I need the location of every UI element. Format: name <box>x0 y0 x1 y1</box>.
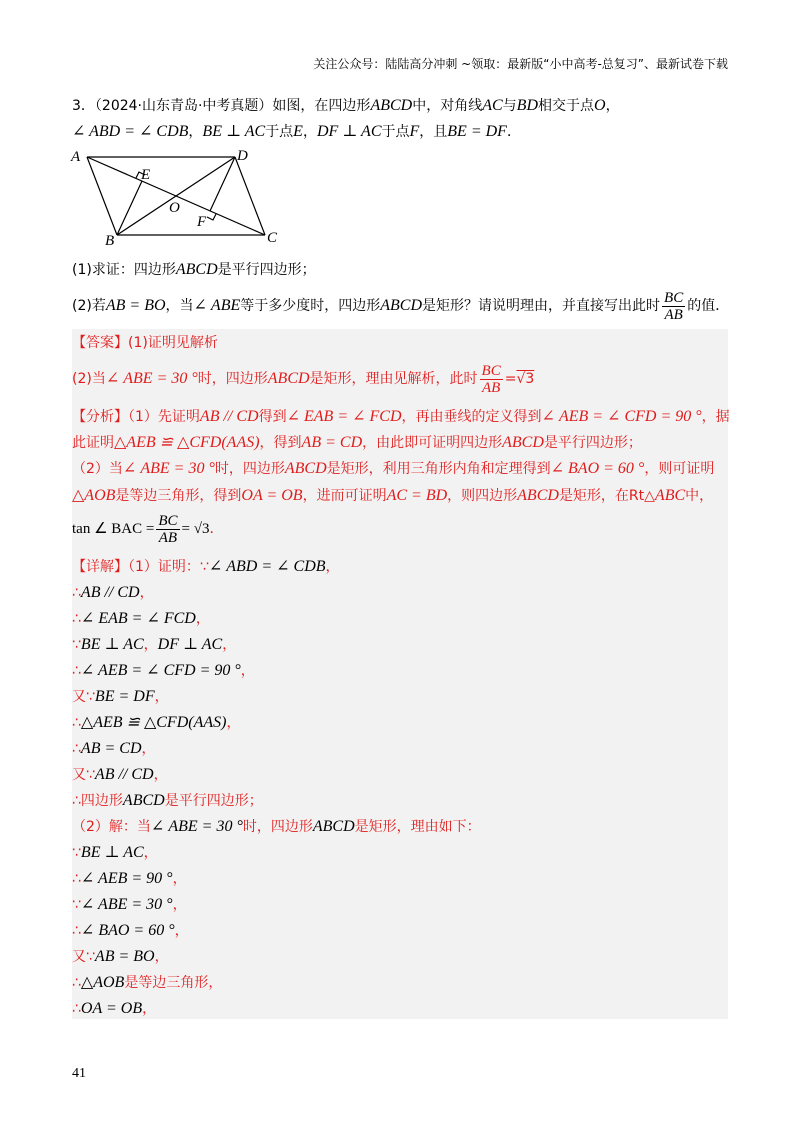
page-header: 关注公众号：陆陆高分冲刺 ~领取：最新版“小中高考-总复习”、最新试卷下载 <box>313 57 728 71</box>
detail-line-3 <box>72 609 210 629</box>
text: ，则四边形 <box>447 488 518 504</box>
text: 又∵ <box>72 767 95 783</box>
math: OA = OB <box>241 487 303 504</box>
label-d: D <box>237 148 248 164</box>
analysis-line-1 <box>72 407 730 427</box>
sqrt-value: √3 <box>516 371 535 387</box>
text: 是矩形，理由如下： <box>354 819 481 835</box>
denominator: AB <box>481 379 501 396</box>
text: 时，四边形 <box>242 819 313 835</box>
text: 是矩形，在Rt△ <box>558 488 655 504</box>
text: ， <box>195 611 210 627</box>
analysis-tag: 【分析】 <box>72 409 128 425</box>
math: ∠ EAB = ∠ FCD <box>286 408 402 425</box>
numerator: BC <box>158 512 178 529</box>
analysis-line-4 <box>72 486 713 506</box>
math: △AOB <box>80 974 125 991</box>
numerator: BC <box>664 289 684 306</box>
text: (1)求证：四边形 <box>72 262 176 278</box>
detail-line-13 <box>72 869 187 889</box>
math: ∠ AEB = 90 ° <box>80 870 173 887</box>
question-line-1 <box>72 95 620 117</box>
text: ∵ <box>72 845 81 861</box>
math: BD <box>516 97 538 114</box>
text: (2)当 <box>72 371 106 387</box>
text: ，当 <box>165 298 194 314</box>
analysis-line-2 <box>72 433 642 453</box>
math: ∠ ABE = 30 ° <box>150 818 243 835</box>
detail-line-11 <box>72 817 481 837</box>
text: ∵ <box>72 637 81 653</box>
text: = <box>504 371 517 387</box>
math: BE ⊥ AC <box>80 844 144 861</box>
text: 与 <box>502 98 517 114</box>
math: AB = BO <box>94 948 155 965</box>
analysis-line-3 <box>72 459 714 479</box>
text: ，得到 <box>259 435 302 451</box>
math: ABCD <box>380 297 423 314</box>
text: 中， <box>685 488 714 504</box>
math: BE ⊥ AC <box>80 636 144 653</box>
text: ， <box>143 637 158 653</box>
math: ∠ BAO = 60 ° <box>550 460 645 477</box>
math: O <box>594 97 606 114</box>
fraction-bc-ab <box>662 290 685 323</box>
parallelogram-figure <box>70 145 290 250</box>
label-b: B <box>105 233 115 249</box>
text: ∴ <box>72 975 81 991</box>
text: ． <box>209 521 224 537</box>
text: ∴ <box>72 871 81 887</box>
math: ABCD <box>517 487 559 504</box>
detail-line-18 <box>72 999 156 1019</box>
label-c: C <box>267 230 278 246</box>
text: 是等边三角形， <box>124 975 223 991</box>
text: 得到 <box>258 409 287 425</box>
math: tan ∠ BAC = <box>72 521 155 537</box>
answer-line-2 <box>72 361 534 397</box>
text: ， <box>174 923 189 939</box>
text: 于点 <box>381 124 410 140</box>
fraction-bc-ab <box>156 513 179 546</box>
math: AC = BD <box>386 487 448 504</box>
detail-line-2 <box>72 583 154 603</box>
fraction-bc-ab <box>480 363 503 396</box>
text: 又∵ <box>72 949 95 965</box>
denominator: AB <box>158 529 178 546</box>
text: （1）先证明 <box>128 409 200 425</box>
detail-line-16 <box>72 947 169 967</box>
right-angle-mark-f <box>207 214 216 220</box>
math: ∠ EAB = ∠ FCD <box>80 610 196 627</box>
text: (1)证明见解析 <box>128 335 218 351</box>
text: 3．（2024·山东青岛·中考真题）如图，在四边形 <box>72 98 371 114</box>
text: （2）解：当 <box>72 819 151 835</box>
detail-line-10 <box>72 791 263 811</box>
label-f: F <box>197 214 207 230</box>
detail-tag: 【详解】 <box>72 559 128 575</box>
answer-line-1 <box>72 333 218 353</box>
math: AB = CD <box>301 434 363 451</box>
text: 于点 <box>265 124 294 140</box>
math: △AEB ≌ △CFD(AAS) <box>80 714 227 731</box>
text: ∴ <box>72 585 81 601</box>
detail-line-9 <box>72 765 168 785</box>
text: ， <box>226 715 241 731</box>
text: ，由此即可证明四边形 <box>362 435 503 451</box>
math: ∠ ABE = 30 ° <box>105 370 198 387</box>
math: AB // CD <box>94 766 154 783</box>
text: ，再由垂线的定义得到 <box>401 409 542 425</box>
detail-line-6 <box>72 687 169 707</box>
math: ABCD <box>267 370 310 387</box>
text: 此证明 <box>72 435 114 451</box>
analysis-line-5 <box>72 511 223 547</box>
detail-line-17 <box>72 973 222 993</box>
sqrt-value: = √3 <box>181 521 210 537</box>
math: BE ⊥ AC <box>202 123 266 140</box>
math: △AEB ≌ △CFD(AAS) <box>114 434 260 451</box>
text: 是矩形，利用三角形内角和定理得到 <box>326 461 551 477</box>
math: ABC <box>654 487 686 504</box>
question-part-2 <box>72 288 729 324</box>
text: ， <box>222 637 237 653</box>
math: ABCD <box>284 460 327 477</box>
text: 是平行四边形； <box>217 262 316 278</box>
text: ， <box>188 124 203 140</box>
text: 时，四边形 <box>214 461 285 477</box>
math: ∠ AEB = ∠ CFD = 90 ° <box>80 662 241 679</box>
text: 是平行四边形； <box>543 435 642 451</box>
text: ∴ <box>72 663 81 679</box>
text: ，据 <box>701 409 730 425</box>
math: ∠ ABE <box>193 297 241 314</box>
text: 等于多少度时，四边形 <box>240 298 381 314</box>
math: ABCD <box>122 792 165 809</box>
denominator: AB <box>664 306 683 323</box>
detail-line-5 <box>72 661 255 681</box>
detail-line-14 <box>72 895 187 915</box>
math: BE = DF <box>447 123 507 140</box>
text: ∴ <box>72 715 81 731</box>
text: ， <box>142 1001 157 1017</box>
text: 又∵ <box>72 689 95 705</box>
numerator: BC <box>481 362 501 379</box>
math: ∠ ABE = 30 ° <box>122 460 215 477</box>
text: 中，对角线 <box>412 98 483 114</box>
math: △AOB <box>72 487 116 504</box>
math: DF ⊥ AC <box>157 636 223 653</box>
text: ， <box>172 897 187 913</box>
math: AB = BO <box>105 297 166 314</box>
math: ∠ ABD = ∠ CDB <box>72 123 189 140</box>
text: ， <box>143 845 158 861</box>
text: ∵ <box>72 897 81 913</box>
text: ∴ <box>72 611 81 627</box>
text: 是等边三角形，得到 <box>115 488 242 504</box>
text: (2)若 <box>72 298 106 314</box>
math: ∠ ABD = ∠ CDB <box>208 558 326 575</box>
question-part-1 <box>72 259 316 281</box>
label-a: A <box>71 149 81 165</box>
text: ， <box>141 741 156 757</box>
detail-line-7 <box>72 713 240 733</box>
math: OA = OB <box>80 1000 143 1017</box>
text: 的值． <box>687 298 730 314</box>
label-o: O <box>169 200 180 216</box>
detail-line-4 <box>72 635 236 655</box>
math: F <box>409 123 420 140</box>
label-e: E <box>141 167 151 183</box>
text: 相交于点 <box>538 98 594 114</box>
math: E <box>293 123 303 140</box>
text: （2）当 <box>72 461 123 477</box>
text: ∴ <box>72 923 81 939</box>
text: ∴四边形 <box>72 793 123 809</box>
math: BE = DF <box>94 688 155 705</box>
text: ， <box>154 949 169 965</box>
solution-panel <box>72 329 728 1019</box>
text: ， <box>605 98 620 114</box>
text: ，进而可证明 <box>302 488 387 504</box>
detail-line-12 <box>72 843 158 863</box>
math: ∠ AEB = ∠ CFD = 90 ° <box>541 408 702 425</box>
text: ， <box>240 663 255 679</box>
text: ， <box>154 689 169 705</box>
text: ，则可证明 <box>644 461 715 477</box>
question-line-2 <box>72 121 521 143</box>
text: ， <box>302 124 317 140</box>
text: 时，四边形 <box>197 371 268 387</box>
math: AB = CD <box>80 740 142 757</box>
math: ABCD <box>502 434 544 451</box>
text: 是矩形？请说明理由，并直接写出此时 <box>422 298 661 314</box>
math: AB // CD <box>80 584 140 601</box>
math: DF ⊥ AC <box>316 123 382 140</box>
answer-tag: 【答案】 <box>72 335 128 351</box>
math: ∠ BAO = 60 ° <box>80 922 175 939</box>
text: ， <box>172 871 187 887</box>
math: ABCD <box>312 818 355 835</box>
text: ， <box>139 585 154 601</box>
page-number: 41 <box>72 1066 86 1081</box>
detail-line-15 <box>72 921 189 941</box>
text: ． <box>506 124 521 140</box>
text: ， <box>153 767 168 783</box>
text: ∴ <box>72 1001 81 1017</box>
math: AC <box>482 97 503 114</box>
text: ， <box>325 559 340 575</box>
text: （1）证明：∵ <box>128 559 209 575</box>
text: 是矩形，理由见解析，此时 <box>309 371 478 387</box>
math: ABCD <box>175 261 218 278</box>
math: ABCD <box>370 97 413 114</box>
text: ，且 <box>419 124 448 140</box>
text: 是平行四边形； <box>164 793 263 809</box>
math: ∠ ABE = 30 ° <box>80 896 173 913</box>
detail-line-8 <box>72 739 156 759</box>
detail-line-1 <box>72 557 340 577</box>
math: AB // CD <box>199 408 259 425</box>
text: ∴ <box>72 741 81 757</box>
